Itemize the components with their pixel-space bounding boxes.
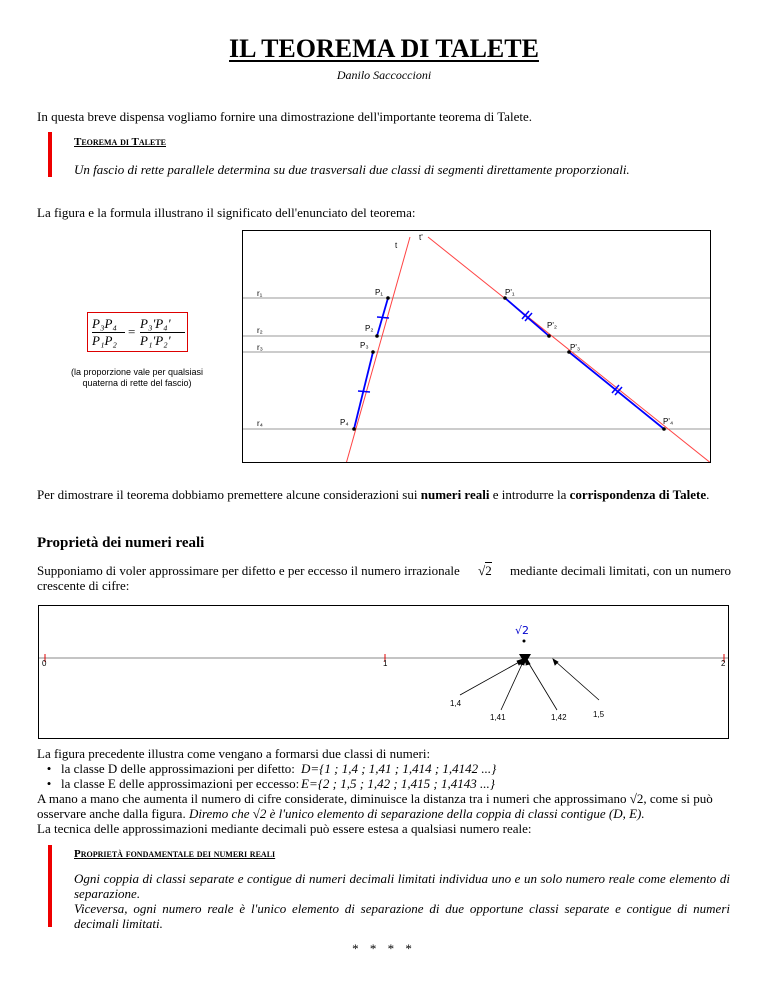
classes-line2: osservare anche dalla figura. Diremo che √2 è l'unico elemento di separazione della coppia di classi contigue (D, E). [37,806,645,821]
approx-label-1-41: 1,41 [490,713,506,722]
author: Danilo Saccoccioni [336,68,432,82]
property-accent-bar [48,845,52,927]
label-p1: P₁ [375,288,384,297]
proof-intro: Per dimostrare il teorema dobbiamo premettere alcune considerazioni sui numeri reali e introdurre la corrispondenza di Talete. [37,487,710,502]
arrow-1-41 [501,662,523,710]
label-p4-prime: P'₄ [663,417,674,426]
thales-figure [242,230,711,463]
label-p1-prime: P'₁ [505,288,515,297]
formula-num-left: P₃P₄ [92,316,117,331]
tick-label-1: 1 [383,659,388,668]
tick-label-0: 0 [42,659,47,668]
approx-label-1-42: 1,42 [551,713,567,722]
arrow-1-42 [528,662,557,710]
label-r2: r₂ [257,326,263,335]
section-heading: Proprietà dei numeri reali [37,535,205,551]
formula-box [87,312,188,352]
theorem-heading: Teorema di Talete [74,136,166,148]
sqrt-2-inline: √2 [478,563,492,578]
class-e-item: • la classe E delle approssimazioni per eccesso: E={2 ; 1,5 ; 1,42 ; 1,415 ; 1,4143 ...} [46,776,495,791]
classes-intro: La figura precedente illustra come vengano a formarsi due classi di numeri: [37,746,431,761]
sqrt2-marker [523,640,526,643]
label-p2: P₂ [365,324,374,333]
segment-p3p4 [354,352,373,429]
figure-intro: La figura e la formula illustrano il significato dell'enunciato del teorema: [37,205,416,220]
label-r4: r₄ [257,419,263,428]
section-divider: * * * * [352,941,416,956]
thales-diagram [243,231,711,463]
label-r3: r₃ [257,343,263,352]
label-t: t [395,241,398,250]
tick-mark-t-2 [358,391,370,392]
point-p1 [386,296,390,300]
approx-label-1-5: 1,5 [593,710,605,719]
theorem-text: Un fascio di rette parallele determina su due trasversali due classi di segmenti direttamente proporzionali. [74,162,630,177]
tick-mark-t-1 [377,317,389,318]
label-t-prime: t' [419,233,423,242]
label-p4: P₄ [340,418,349,427]
classes-line3: La tecnica delle approssimazioni mediante decimali può essere estesa a qualsiasi numero reale: [37,821,532,836]
classes-line1: A mano a mano che aumenta il numero di cifre considerate, diminuisce la distanza tra i numeri che approssimano √2, come si può [37,791,713,806]
point-p3 [371,350,375,354]
segment-p1p2-prime [505,298,549,336]
label-p2-prime: P'₂ [547,321,557,330]
number-line-diagram [39,606,729,739]
point-p4-prime [662,427,666,431]
label-p3-prime: P'₃ [570,343,581,352]
property-heading: Proprietà fondamentale dei numeri reali [74,848,276,860]
formula-num-right: P₃'P₄' [140,316,171,331]
approx-label-1-4: 1,4 [450,699,462,708]
point-p2-prime [547,334,551,338]
intro-paragraph: In questa breve dispensa vogliamo fornire una dimostrazione dell'importante teorema di Talete. [37,109,533,124]
tick-label-2: 2 [721,659,726,668]
sqrt2-label: √2 [515,624,530,637]
arrow-1-4 [460,661,521,695]
number-line-figure [38,605,729,739]
property-paragraph: Ogni coppia di classi separate e contigue di numeri decimali limitati individua uno e un solo numero reale come elemento di separazione. Viceversa, ogni numero reale è l'unico elemento di separazione di due opportune classi separate e contigue di numeri decimali limitati. [74,871,730,931]
theorem-accent-bar [48,132,52,177]
point-p4 [352,427,356,431]
page-title: IL TEOREMA DI TALETE [229,34,539,63]
equals-sign: = [128,324,136,339]
section-paragraph: Supponiamo di voler approssimare per difetto e per eccesso il numero irrazionale √2 mediante decimali limitati, con un numero crescente di cifre: [37,563,731,593]
formula-den-left: P₁P₂ [92,333,117,348]
arrow-1-5 [555,661,599,700]
label-p3: P₃ [360,341,369,350]
formula-note: (la proporzione vale per qualsiasi quaterna di rette del fascio) [70,367,204,388]
label-r1: r₁ [257,289,263,298]
segment-p3p4-prime [569,352,664,429]
class-d-item: • la classe D delle approssimazioni per difetto: D={1 ; 1,4 ; 1,41 ; 1,414 ; 1,4142 ...} [46,761,497,776]
formula-den-right: P₁'P₂' [140,333,171,348]
point-p2 [375,334,379,338]
